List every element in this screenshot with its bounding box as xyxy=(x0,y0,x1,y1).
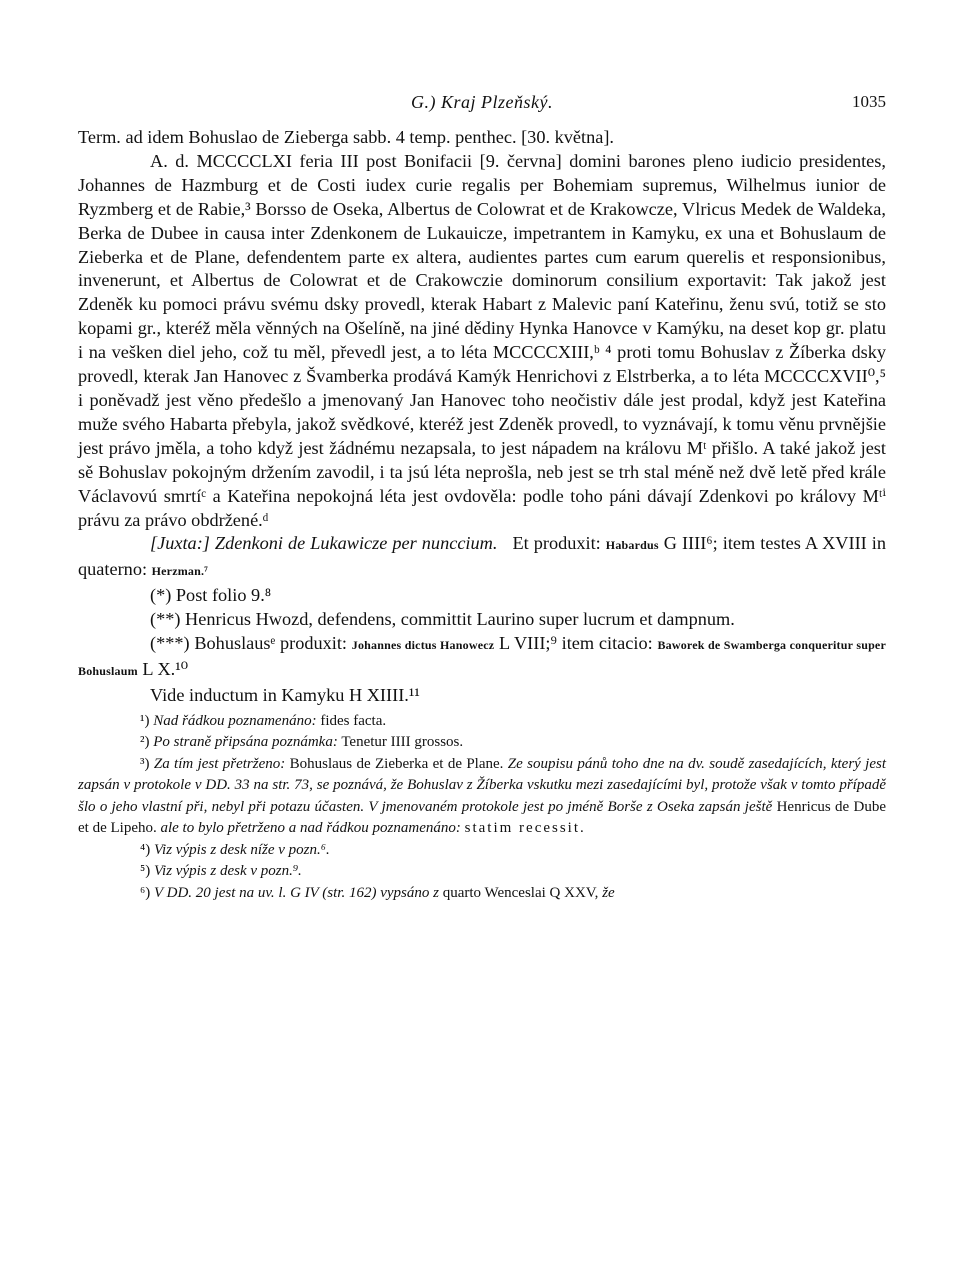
footnote-5-italic: Viz výpis z desk v pozn.⁹. xyxy=(153,863,302,880)
bohuslaus-line xyxy=(78,632,886,684)
produxit-label: Et produxit: xyxy=(512,533,601,554)
post-folio-line: (*) Post folio 9.⁸ xyxy=(150,585,272,606)
footnote-4-number: ⁴) xyxy=(140,841,151,858)
footnotes xyxy=(78,711,886,905)
herzman-name: Herzman.⁷ xyxy=(151,564,209,579)
footnote-3-number: ³) xyxy=(140,755,150,772)
bohuslaus-produxit: (***) Bohuslausᵉ produxit: xyxy=(150,633,347,654)
footnote-4-italic: Viz výpis z desk níže v pozn.⁶. xyxy=(153,841,330,858)
footnote-4 xyxy=(78,840,886,862)
footnote-1-italic: Nad řádkou poznamenáno: xyxy=(153,712,317,729)
footnote-2 xyxy=(78,732,886,754)
footnote-3-italic-3: ale to bylo přetrženo a nad řádkou poznamenáno: xyxy=(160,820,461,837)
page-header xyxy=(78,92,886,126)
verdict-paragraph xyxy=(78,150,886,533)
verdict-czech: Tak jakož jest Zdeněk ku pomoci právu svému dsky provedl, kterak Habart z Malevic paní Kateřinu, ženu svú, totiž se sto kopami gr., kteréž měla věnných na Ošelíně, na jiné dědiny Hynka Hanovce v Kamýku, na deset kop gr. platu i na vešken diel jeho, což tu měl, převedl jest, a to léta MCCCCXIII,ᵇ ⁴ proti tomu Bohuslav z Žíberka dsky provedl, kterak Jan Hanovec z Švamberka prodává Kamýk Henrichovi z Elstrberka, a to léta MCCCCXVII⁰,⁵ i poněvadž jest věno předešlo a jmenovaný Jan Hanovec toho neočistiv dále jest prodal, když jest Kateřina muže svého Habarta přebyla, jakož svědkové, kteréž jest Zdeněk provedl, to vyznávají, k tomu věnu prvnějšie jest právo jměla, a toho když jest žádnému nezapsala, to jest nápadem na královu Mᵗ přišlo. A také jakož jest sě Bohuslav pokojným držením zavodil, i ta jsú léta neprošla, neb jest se trh stal méně než dvě letě před krále Václavovú smrtíᶜ a Kateřina nepokojná léta jest ovdověla: podle toho páni dávají Zdenkovi po královy Mᵗⁱ právu za právo obdržené.ᵈ xyxy=(78,270,886,530)
document-page xyxy=(78,92,886,904)
footnote-6-italic: V DD. 20 jest na uv. l. G IV (str. 162) vypsáno z xyxy=(153,884,439,901)
g-iiii-ref: G IIII⁶; item testes A XVIII in quaterno: xyxy=(78,533,886,580)
l-x-ref: L X.¹⁰ xyxy=(142,658,189,679)
footnote-1-number: ¹) xyxy=(140,712,150,729)
footnote-1-text: fides facta. xyxy=(320,712,387,729)
johannes-name: Johannes dictus Hanowecz xyxy=(351,638,495,653)
footnote-2-text: Tenetur IIII grossos. xyxy=(341,734,464,751)
footnote-6-text: quarto Wenceslai Q XXV, xyxy=(442,884,599,901)
footnote-3 xyxy=(78,754,886,840)
footnote-3-text-2: Henricus de Dube et de Lipeho. xyxy=(78,798,887,837)
henricus-line: (**) Henricus Hwozd, defendens, committit Laurino super lucrum et dampnum. xyxy=(150,609,735,630)
main-text xyxy=(78,126,886,708)
juxta-note: [Juxta:] Zdenkoni de Lukawicze per nunccium. xyxy=(150,533,498,554)
page-number: 1035 xyxy=(852,92,886,111)
footnote-6 xyxy=(78,883,886,905)
footnote-5-number: ⁵) xyxy=(140,863,151,880)
vide-line: Vide inductum in Kamyku H XIIII.¹¹ xyxy=(150,684,420,705)
running-title: G.) Kraj Plzeňský. xyxy=(411,92,553,112)
footnote-2-number: ²) xyxy=(140,734,150,751)
footnote-5 xyxy=(78,861,886,883)
term-line: Term. ad idem Bohuslao de Zieberga sabb. 4 temp. penthec. [30. května]. xyxy=(78,127,614,147)
baworek-note: Baworek de Swamberga conqueritur super Bohuslaum xyxy=(78,638,886,678)
verdict-latin: A. d. MCCCCLXI feria III post Bonifacii [9. června] domini barones pleno iudicio presidentes, Johannes de Hazmburg et de Costi iudex curie regalis per Bohemiam supremus, Wilhelmus iunior de Ryzmberg et de Rabie,³ Borsso de Oseka, Albertus de Colowrat et de Krakowcze, Vlricus Medek de Waldeka, Berka de Dubee in causa inter Zdenkonem de Lukauicze, impetrantem in Kamyku, ex una et Bohuslaum de Zieberka et de Plane, defendentem parte ex altera, audientes partes cum earum querelis et responsionibus, invenerunt, et Albertus de Colowrat et de Crakowczie dominorum consilium exportavit: xyxy=(78,150,886,291)
footnote-2-italic: Po straně připsána poznámka: xyxy=(153,734,338,751)
footnote-6-number: ⁶) xyxy=(140,884,151,901)
footnote-1 xyxy=(78,711,886,733)
l-viii-ref: L VIII;⁹ item citacio: xyxy=(499,633,653,654)
juxta-line xyxy=(78,532,886,584)
footnote-3-text: Bohuslaus de Zieberka et de Plane. xyxy=(289,755,504,772)
footnote-3-italic: Za tím jest přetrženo: xyxy=(153,755,286,772)
footnote-3-italic-2: Ze soupisu pánů toho dne na dv. soudě zasedajících, který jest zapsán v protokole v DD. 33 na str. 73, se poznává, že Bohuslav z Žíberka vskutku mezi zasedajícími byl, protože však v tomto případě šlo o jeho vlastní při, nebyl při potazu účasten. V jmenovaném protokole jest po jméně Borše z Oseka zapsán ještě xyxy=(78,755,886,815)
habardus-name: Habardus xyxy=(605,538,659,553)
footnote-3-text-3: statim recessit. xyxy=(464,820,586,837)
footnote-6-italic-2: že xyxy=(602,884,615,901)
